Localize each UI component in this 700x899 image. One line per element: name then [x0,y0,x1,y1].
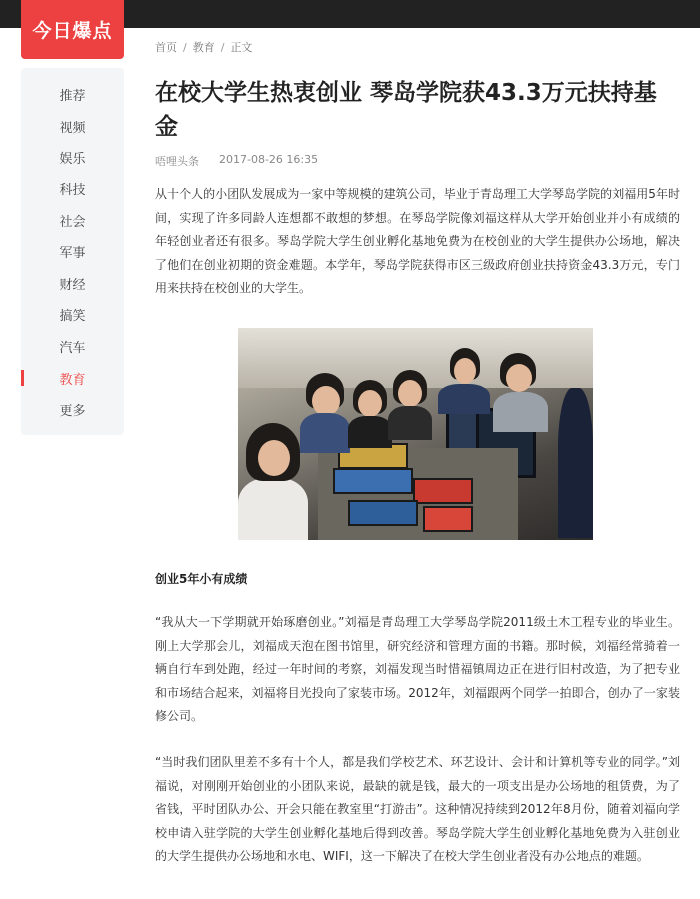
article-subheading: 创业5年小有成绩 [155,572,248,586]
article-paragraph-1: 从十个人的小团队发展成为一家中等规模的建筑公司，毕业于青岛理工大学琴岛学院的刘福用5年时间，实现了许多同龄人连想都不敢想的梦想。在琴岛学院像刘福这样从大学开始创业并小有成绩的年轻创业者还有很多。琴岛学院大学生创业孵化基地免费为在校创业的大学生提供办公场地，解决了他们在创业初期的资金难题。本学年，琴岛学院获得市区三级政府创业扶持资金43.3万元，专门用来扶持在校创业的大学生。 [155,187,680,295]
sidebar-item-finance[interactable]: 财经 [59,277,86,293]
category-sidebar [21,68,124,435]
article-photo [238,328,593,540]
sidebar-item-society[interactable]: 社会 [59,214,86,230]
sidebar-item-entertainment[interactable]: 娱乐 [59,151,86,167]
sidebar-item-video[interactable]: 视频 [59,120,86,136]
sidebar-item-funny[interactable]: 搞笑 [59,308,86,324]
sidebar-item-recommend[interactable]: 推荐 [59,88,86,104]
breadcrumb-category[interactable]: 教育 [192,41,215,54]
article-meta [155,153,318,169]
site-logo[interactable]: 今日爆点 [21,0,124,59]
sidebar-item-tech[interactable]: 科技 [59,182,86,198]
breadcrumb-separator: / [220,40,225,54]
sidebar-item-more[interactable]: 更多 [59,403,86,419]
breadcrumb-home[interactable]: 首页 [155,41,177,54]
sidebar-item-auto[interactable]: 汽车 [59,340,86,356]
breadcrumb [155,39,252,55]
article-date: 2017-08-26 16:35 [219,153,319,166]
article-paragraph-2: “我从大一下学期就开始琢磨创业。”刘福是青岛理工大学琴岛学院2011级土木工程专业的毕业生。刚上大学那会儿，刘福成天泡在图书馆里，研究经济和管理方面的书籍。那时候，刘福经常骑着一辆自行车到处跑，经过一年时间的考察，刘福发现当时惜福镇周边正在进行旧村改造，为了把专业和市场结合起来，刘福将目光投向了家装市场。2012年，刘福跟两个同学一拍即合，创办了一家装修公司。 [155,615,680,723]
article-title: 在校大学生热衷创业 琴岛学院获43.3万元扶持基金 [155,80,657,140]
sidebar-item-military[interactable]: 军事 [59,245,86,261]
article-paragraph-3: “当时我们团队里差不多有十个人，都是我们学校艺术、环艺设计、会计和计算机等专业的同学。”刘福说，对刚刚开始创业的小团队来说，最缺的就是钱，最大的一项支出是办公场地的租赁费，为了省钱，平时团队办公、开会只能在教室里“打游击”。这种情况持续到2012年8月份，随着刘福向学校申请入驻学院的大学生创业孵化基地后得到改善。琴岛学院大学生创业孵化基地免费为入驻创业的大学生提供办公场地和水电、WIFI，这一下解决了在校大学生创业者没有办公地点的难题。 [155,755,680,863]
article-source[interactable]: 唔哩头条 [155,155,199,168]
breadcrumb-current: 正文 [230,41,253,54]
breadcrumb-separator: / [183,40,187,54]
sidebar-item-education[interactable]: 教育 [21,366,124,390]
